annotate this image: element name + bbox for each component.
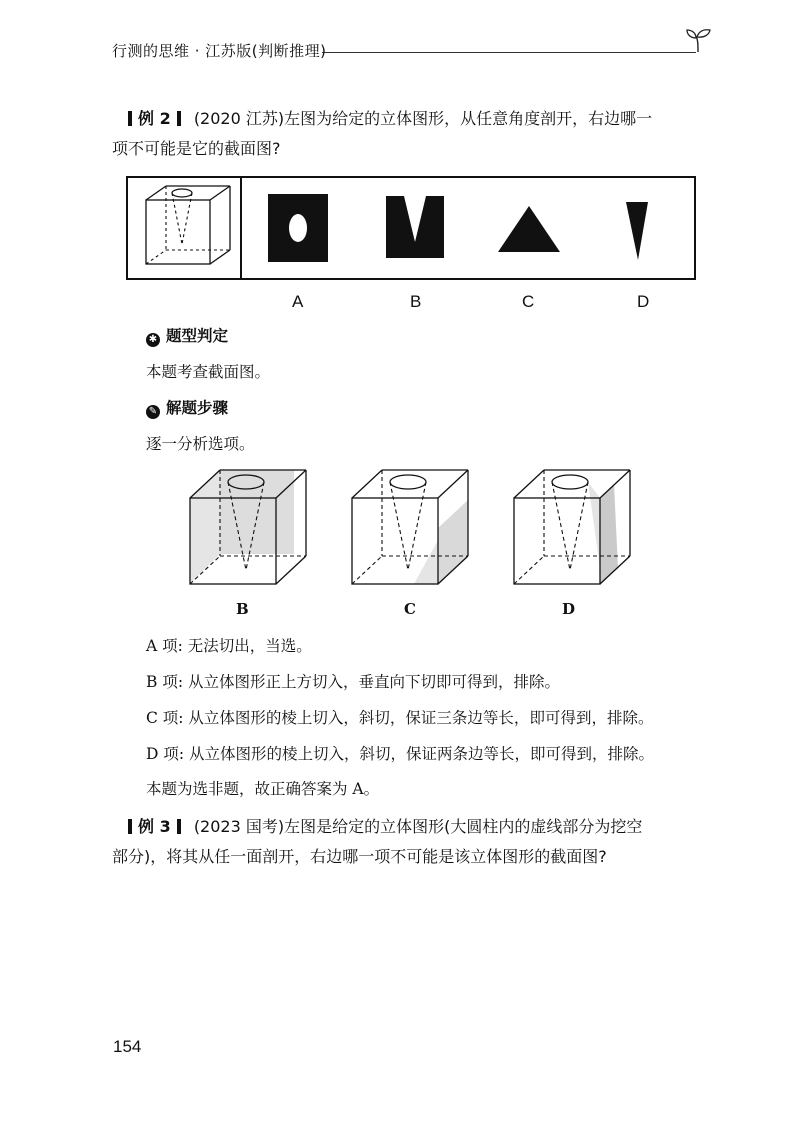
section-steps-text: 逐一分析选项。 <box>146 435 255 453</box>
cube-label-d: D <box>562 600 576 618</box>
analysis-a: A 项: 无法切出，当选。 <box>146 637 312 655</box>
tag-bar-right <box>177 819 181 834</box>
option-c-shape <box>496 204 562 254</box>
cube-label-c: C <box>404 600 416 618</box>
analysis-b: B 项: 从立体图形正上方切入，垂直向下切即可得到，排除。 <box>146 673 560 691</box>
example3-question-line1 <box>128 812 642 842</box>
option-a-shape <box>266 192 330 264</box>
example2-text-1: (2020 江苏)左图为给定的立体图形，从任意角度剖开，右边哪一 <box>193 109 653 128</box>
sprout-icon <box>684 26 714 54</box>
tag-bar-left <box>128 111 132 126</box>
analysis-d: D 项: 从立体图形的棱上切入，斜切，保证两条边等长，即可得到，排除。 <box>146 745 655 763</box>
steps-icon: ✎ <box>146 405 160 419</box>
running-header: 行测的思维 · 江苏版(判断推理) <box>112 42 327 60</box>
given-solid-figure <box>134 182 234 274</box>
option-label-b: B <box>410 292 422 311</box>
example2-question-line1 <box>128 104 652 134</box>
section-type-text: 本题考查截面图。 <box>146 363 271 381</box>
analysis-c: C 项: 从立体图形的棱上切入，斜切，保证三条边等长，即可得到，排除。 <box>146 709 654 727</box>
example2-question-line2: 项不可能是它的截面图? <box>112 139 281 158</box>
option-label-d: D <box>637 292 650 311</box>
cube-label-b: B <box>236 600 249 618</box>
cube-figure-c <box>344 468 474 592</box>
figure-divider <box>240 178 242 278</box>
header-rule <box>322 52 696 53</box>
option-b-shape <box>384 194 446 260</box>
example2-tag: 例 2 <box>138 109 171 128</box>
cube-figure-d <box>506 468 636 592</box>
example3-tag: 例 3 <box>138 817 171 836</box>
tag-bar-right <box>177 111 181 126</box>
option-label-c: C <box>522 292 535 311</box>
example3-text-1: (2023 国考)左图是给定的立体图形(大圆柱内的虚线部分为挖空 <box>193 817 643 836</box>
option-label-a: A <box>292 292 304 311</box>
cube-figure-b <box>182 468 312 592</box>
tag-bar-left <box>128 819 132 834</box>
page-number: 154 <box>113 1037 142 1056</box>
type-icon: ✱ <box>146 333 160 347</box>
section-type-heading: ✱ 题型判定 <box>146 324 228 347</box>
section-steps-heading: ✎ 解题步骤 <box>146 396 228 419</box>
option-d-shape <box>624 200 650 262</box>
answer-line: 本题为选非题，故正确答案为 A。 <box>146 780 380 798</box>
example3-question-line2: 部分)，将其从任一面剖开，右边哪一项不可能是该立体图形的截面图? <box>112 847 607 866</box>
